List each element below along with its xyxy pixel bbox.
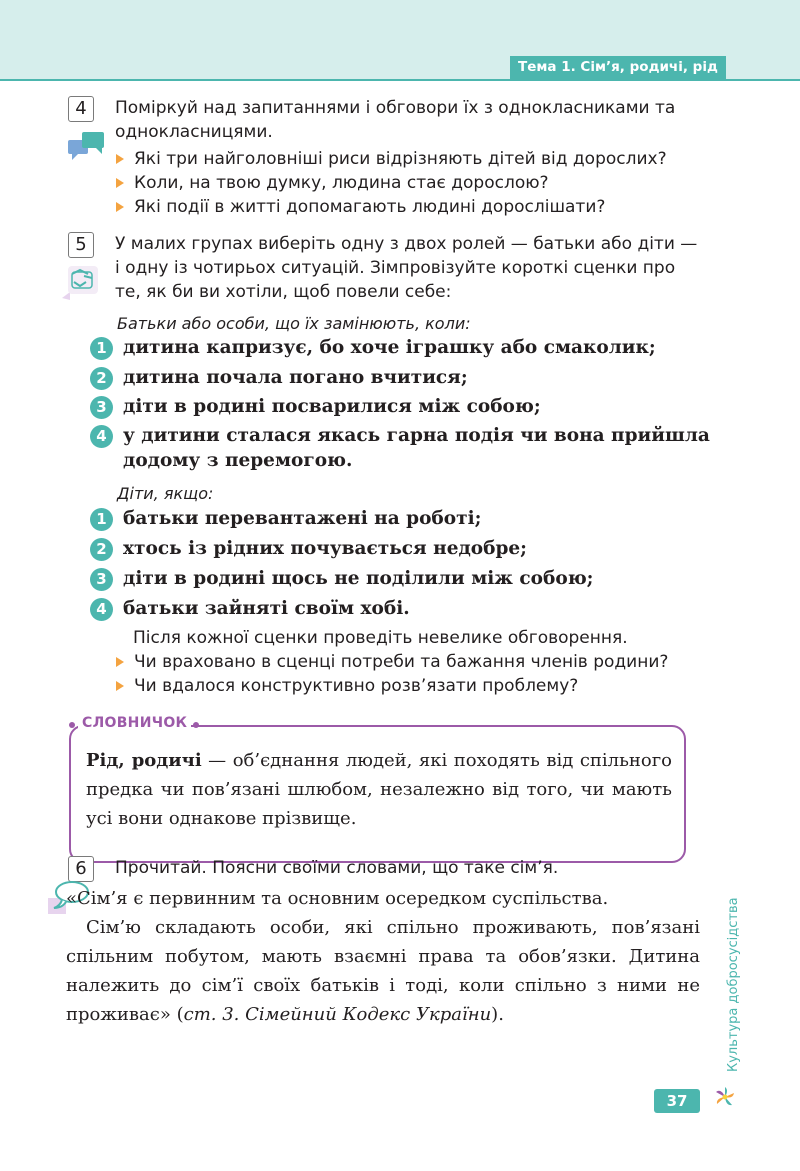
task-5-intro-line3: те, як би ви хотіли, щоб повели себе: <box>115 282 452 302</box>
children-item: батьки зайняті своїм хобі. <box>123 598 410 619</box>
flower-logo-icon <box>712 1084 738 1110</box>
task-5-number: 5 <box>68 232 94 258</box>
section-side-label: Культура добросусідства <box>726 897 741 1072</box>
children-item: хтось із рідних почувається недобре; <box>123 538 528 559</box>
item-number-circle: 1 <box>90 508 113 531</box>
item-number-circle: 4 <box>90 598 113 621</box>
parents-item-cont: додому з перемогою. <box>123 450 353 471</box>
task-4-intro-line1: Поміркуй над запитаннями і обговори їх з однокласниками та <box>115 98 676 118</box>
quote-end: ). <box>491 1004 504 1025</box>
bullet-icon <box>116 202 124 212</box>
glossary-definition-text: — об’єднання людей, які походять від спільного предка чи пов’язані шлюбом, незалежно від того, чи мають усі вони однакове прізвище. <box>86 750 672 829</box>
quote-citation: ст. 3. Сімейний Кодекс України <box>183 1004 492 1025</box>
task-4-intro-line2: однокласницями. <box>115 122 273 142</box>
quote-body: Сім’ю складають особи, які спільно проживають, пов’язані спільним побутом, мають взаємні права та обов’язки. Дитина належить до сім’ї своїх батьків і тоді, коли спільно з ними не проживає» ( <box>66 917 700 1025</box>
after-scene-note: Після кожної сценки проведіть невелике обговорення. <box>133 628 628 648</box>
parents-item: діти в родині посварилися між собою; <box>123 396 541 417</box>
item-number-circle: 1 <box>90 337 113 360</box>
task-5-intro-line1: У малих групах виберіть одну з двох ролей — батьки або діти — <box>115 234 698 254</box>
task-6-instruction: Прочитай. Поясни своїми словами, що таке сім’я. <box>115 858 559 878</box>
discussion-icon <box>66 130 108 166</box>
bullet-icon <box>116 154 124 164</box>
task-4-question: Які події в житті допомагають людині дорослішати? <box>134 197 606 217</box>
item-number-circle: 3 <box>90 396 113 419</box>
parents-heading: Батьки або особи, що їх замінюють, коли: <box>117 314 471 333</box>
task-4-question: Які три найголовніші риси відрізняють дітей від дорослих? <box>134 149 667 169</box>
glossary-title: СЛОВНИЧОК <box>78 715 191 731</box>
task-6-number: 6 <box>68 856 94 882</box>
task-4-number: 4 <box>68 96 94 122</box>
item-number-circle: 2 <box>90 367 113 390</box>
glossary-definition <box>86 746 672 833</box>
item-number-circle: 4 <box>90 425 113 448</box>
children-item: діти в родині щось не поділили між собою; <box>123 568 594 589</box>
item-number-circle: 2 <box>90 538 113 561</box>
task-5-question: Чи вдалося конструктивно розв’язати проблему? <box>134 676 579 696</box>
bullet-icon <box>116 681 124 691</box>
children-item: батьки перевантажені на роботі; <box>123 508 482 529</box>
glossary-dot <box>69 722 75 728</box>
page-number: 37 <box>654 1089 700 1113</box>
topic-tag: Тема 1. Сім’я, родичі, рід <box>510 56 726 79</box>
bullet-icon <box>116 657 124 667</box>
header-rule <box>0 79 800 81</box>
quote-paragraph-1: «Сім’я є первинним та основним осередком суспільства. <box>66 888 609 909</box>
parents-item: дитина капризує, бо хоче іграшку або смаколик; <box>123 337 656 358</box>
item-number-circle: 3 <box>90 568 113 591</box>
family-code-quote <box>66 884 700 1029</box>
glossary-dot <box>193 722 199 728</box>
children-heading: Діти, якщо: <box>117 484 214 503</box>
task-4-question: Коли, на твою думку, людина стає дорослою? <box>134 173 549 193</box>
glossary-term: Рід, родичі <box>86 750 202 771</box>
parents-item: дитина почала погано вчитися; <box>123 367 468 388</box>
roleplay-hands-icon <box>60 262 106 302</box>
quote-paragraph-2 <box>66 913 700 1029</box>
task-5-intro-line2: і одну із чотирьох ситуацій. Зімпровізуйте короткі сценки про <box>115 258 676 278</box>
bullet-icon <box>116 178 124 188</box>
task-5-question: Чи враховано в сценці потреби та бажання членів родини? <box>134 652 669 672</box>
parents-item: у дитини сталася якась гарна подія чи вона прийшла <box>123 425 710 446</box>
